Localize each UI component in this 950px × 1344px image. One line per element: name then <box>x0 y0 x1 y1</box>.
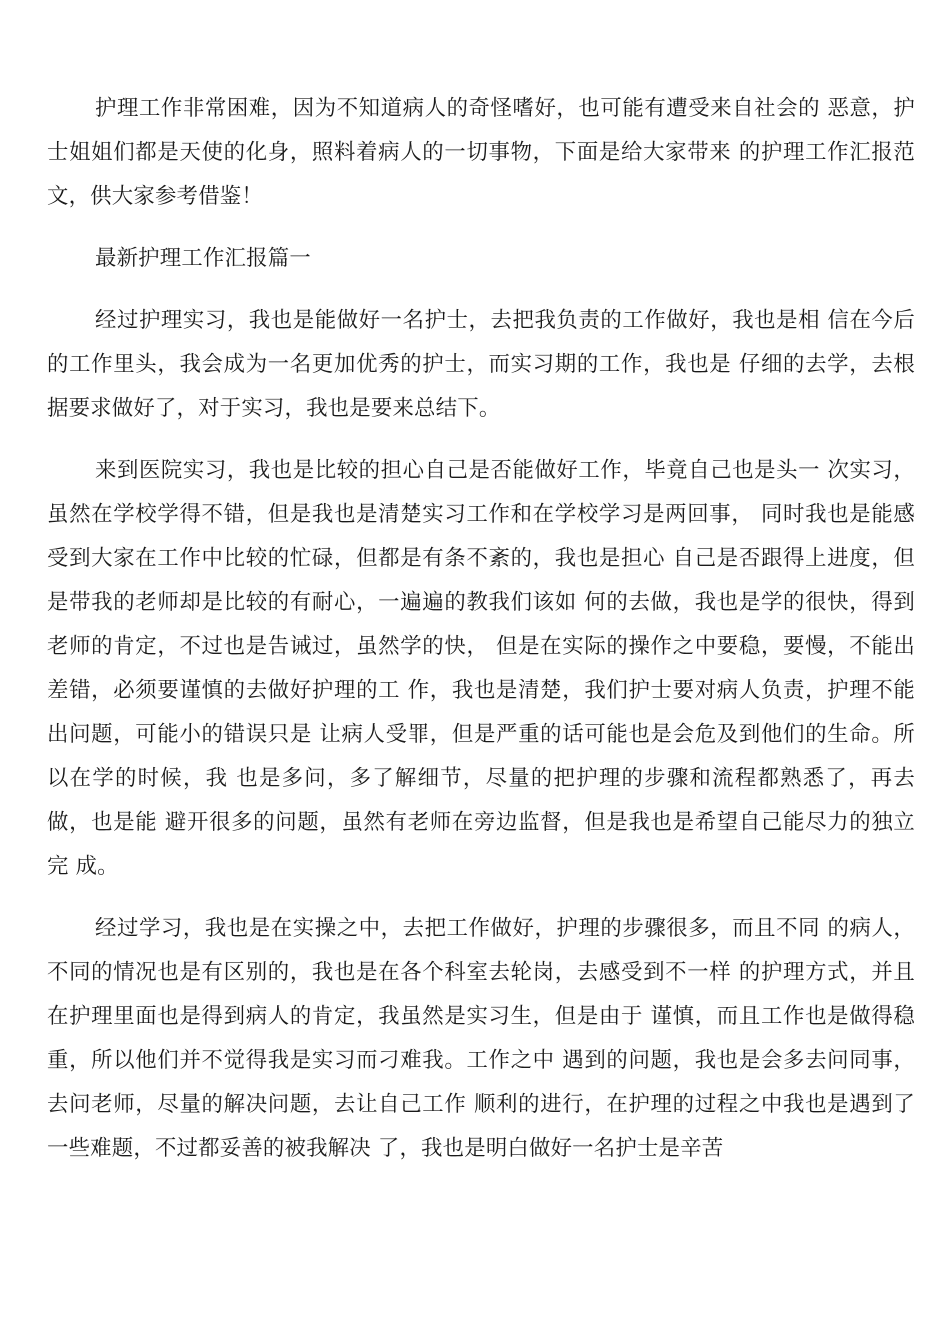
body-paragraph-2: 来到医院实习，我也是比较的担心自己是否能做好工作，毕竟自己也是头一 次实习，虽然在学校学得不错，但是我也是清楚实习工作和在学校学习是两回事， 同时我也是能感受到大家在工作中比较的忙碌，但都是有条不紊的，我也是担心 自己是否跟得上进度，但是带我的老师却是比较的有耐心，一遍遍的教我们该如 何的去做，我也是学的很快，得到老师的肯定，不过也是告诫过，虽然学的快， 但是在实际的操作之中要稳，要慢，不能出差错，必须要谨慎的去做好护理的工 作，我也是清楚，我们护士要对病人负责，护理不能出问题，可能小的错误只是 让病人受罪，但是严重的话可能也是会危及到他们的生命。所以在学的时候，我 也是多问，多了解细节，尽量的把护理的步骤和流程都熟悉了，再去做，也是能 避开很多的问题，虽然有老师在旁边监督，但是我也是希望自己能尽力的独立完 成。 <box>47 458 915 879</box>
intro-paragraph: 护理工作非常困难，因为不知道病人的奇怪嗜好，也可能有遭受来自社会的 恶意，护士姐姐们都是天使的化身，照料着病人的一切事物，下面是给大家带来 的护理工作汇报范文，供大家参考借鉴！ <box>47 96 915 209</box>
document-body <box>47 87 915 1189</box>
section-title: 最新护理工作汇报篇一 <box>95 246 311 271</box>
body-paragraph-3: 经过学习，我也是在实操之中，去把工作做好，护理的步骤很多，而且不同 的病人，不同的情况也是有区别的，我也是在各个科室去轮岗，去感受到不一样 的护理方式，并且在护理里面也是得到病人的肯定，我虽然是实习生，但是由于 谨慎，而且工作也是做得稳重，所以他们并不觉得我是实习而刁难我。工作之中 遇到的问题，我也是会多去问同事，去问老师，尽量的解决问题，去让自己工作 顺利的进行，在护理的过程之中我也是遇到了一些难题，不过都妥善的被我解决 了，我也是明白做好一名护士是辛苦 <box>47 916 915 1161</box>
body-paragraph-1: 经过护理实习，我也是能做好一名护士，去把我负责的工作做好，我也是相 信在今后的工作里头，我会成为一名更加优秀的护士，而实习期的工作，我也是 仔细的去学，去根据要求做好了，对于实习，我也是要来总结下。 <box>47 308 915 421</box>
